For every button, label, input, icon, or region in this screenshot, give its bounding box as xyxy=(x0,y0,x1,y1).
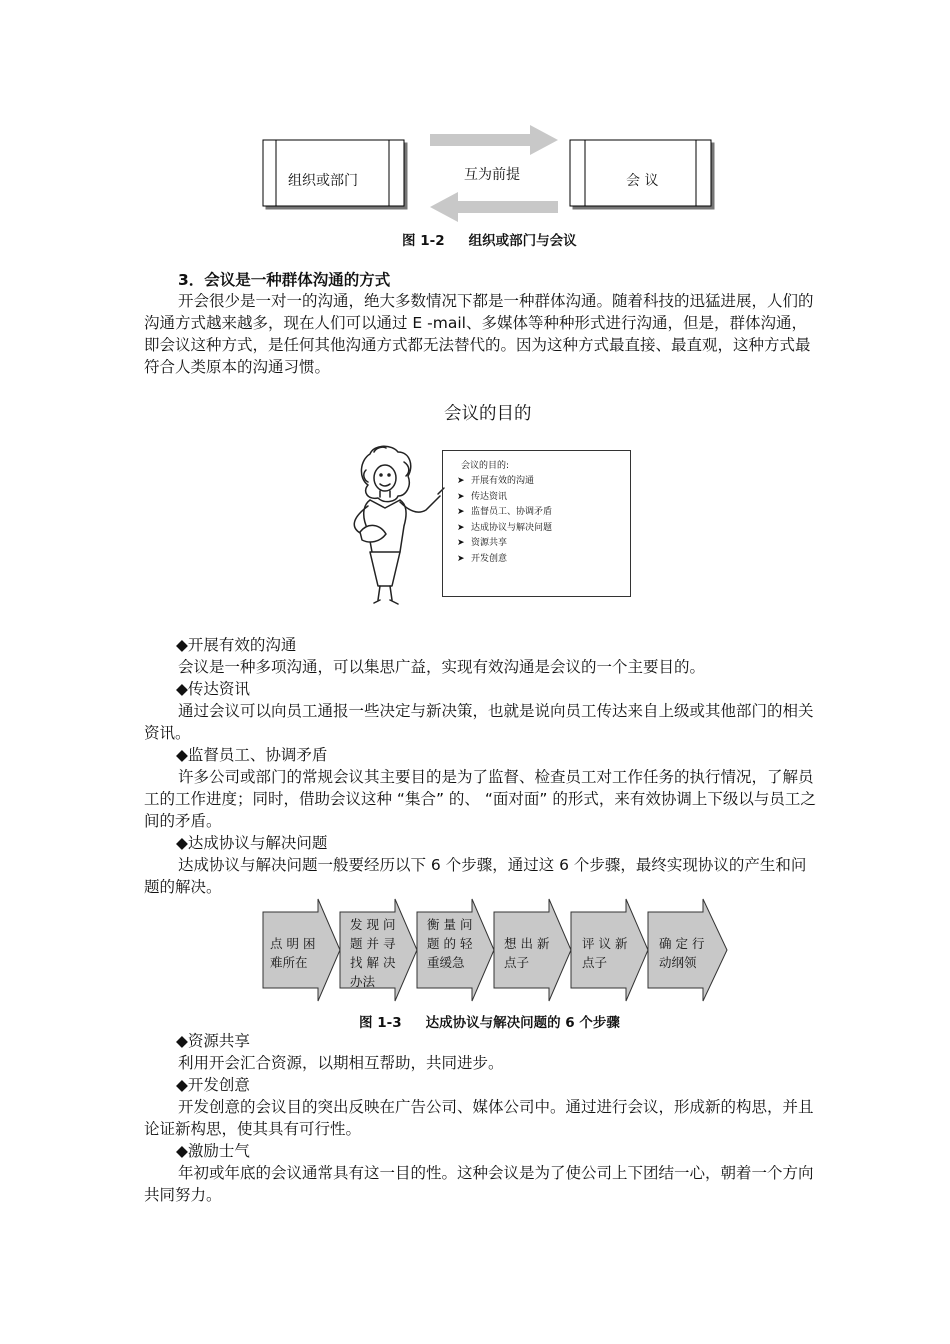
arrow-bullet-icon: ➤ xyxy=(457,538,465,548)
section-heading: 3．会议是一种群体沟通的方式 xyxy=(178,271,391,289)
intro-paragraph: 开会很少是一对一的沟通，绝大多数情况下都是一种群体沟通。随着科技的迅猛进展，人们的沟通方式越来越多，现在人们可以通过 E -mail、多媒体等种种形式进行沟通，但是，群体沟通，即会议这种方式，是任何其他沟通方式都无法替代的。因为这种方式最直接、最直观，这种方式最符合人类原本的沟通习惯。 xyxy=(144,292,814,376)
step-2-label: 发 现 问 题 并 寻 找 解 决 办法 xyxy=(350,917,396,989)
purpose-1-text: 会议是一种多项沟通，可以集思广益，实现有效沟通是会议的一个主要目的。 xyxy=(178,658,706,676)
arrow-left-icon xyxy=(430,192,558,222)
purpose-6-text: 开发创意的会议目的突出反映在广告公司、媒体公司中。通过进行会议，形成新的构思，并且论证新构思，使其具有可行性。 xyxy=(144,1098,814,1138)
slide-list-item: ➤ 开发创意 xyxy=(457,552,552,568)
step-6-label: 确 定 行 动纲领 xyxy=(659,936,705,970)
purpose-7-bullet: ◆激励士气 xyxy=(176,1142,250,1160)
left-box-label: 组织或部门 xyxy=(288,173,358,189)
arrow-bullet-icon: ➤ xyxy=(457,476,465,486)
purpose-2-text: 通过会议可以向员工通报一些决定与新决策，也就是说向员工传达来自上级或其他部门的相关资讯。 xyxy=(144,702,814,742)
step-3-label: 衡 量 问 题 的 轻 重缓急 xyxy=(427,917,473,970)
slide-title: 会议的目的 xyxy=(444,404,532,424)
purpose-3-bullet: ◆监督员工、协调矛盾 xyxy=(176,746,328,764)
caption-text: 达成协议与解决问题的 6 个步骤 xyxy=(425,1015,620,1031)
arrow-right-icon xyxy=(430,125,558,155)
step-1-label: 点 明 困 难所在 xyxy=(270,936,316,970)
figure-1-2-caption xyxy=(402,229,577,249)
purpose-5-text: 利用开会汇合资源，以期相互帮助，共同进步。 xyxy=(178,1054,504,1072)
steps-diagram xyxy=(262,896,732,1004)
purpose-4-bullet: ◆达成协议与解决问题 xyxy=(176,834,328,852)
purpose-4-text: 达成协议与解决问题一般要经历以下 6 个步骤，通过这 6 个步骤，最终实现协议的产生和问题的解决。 xyxy=(144,856,807,896)
figure-1-3-caption xyxy=(359,1011,620,1031)
caption-number: 图 1-3 xyxy=(359,1015,402,1031)
slide-list-item: ➤ 监督员工、协调矛盾 xyxy=(457,505,552,521)
figure-1-2 xyxy=(250,118,730,228)
presenter-figure xyxy=(340,440,450,610)
slide-panel xyxy=(442,450,631,597)
right-box-label: 会 议 xyxy=(626,173,659,189)
slide-list-item: ➤ 传达资讯 xyxy=(457,490,552,506)
step-4-label: 想 出 新 点子 xyxy=(504,936,550,970)
caption-number: 图 1-2 xyxy=(402,233,445,249)
arrow-bullet-icon: ➤ xyxy=(457,553,465,564)
purpose-6-bullet: ◆开发创意 xyxy=(176,1076,250,1094)
slide-list-item: ➤ 开展有效的沟通 xyxy=(457,474,552,490)
slide-panel-title: 会议的目的: xyxy=(461,461,510,471)
caption-text: 组织或部门与会议 xyxy=(468,233,577,249)
step-5-label: 评 议 新 点子 xyxy=(582,936,628,970)
slide-list-item: ➤ 资源共享 xyxy=(457,536,552,552)
purpose-5-bullet: ◆资源共享 xyxy=(176,1032,250,1050)
arrow-bullet-icon: ➤ xyxy=(457,507,465,517)
middle-label: 互为前提 xyxy=(464,167,520,183)
purpose-3-text: 许多公司或部门的常规会议其主要目的是为了监督、检查员工对工作任务的执行情况，了解员工的工作进度；同时，借助会议这种 “集合” 的、 “面对面” 的形式，来有效协调上下级以与员工之间的矛盾。 xyxy=(144,768,816,830)
purpose-1-bullet: ◆开展有效的沟通 xyxy=(176,636,297,654)
purpose-7-text: 年初或年底的会议通常具有这一目的性。这种会议是为了使公司上下团结一心，朝着一个方向共同努力。 xyxy=(144,1164,814,1204)
purpose-2-bullet: ◆传达资讯 xyxy=(176,680,250,698)
arrow-bullet-icon: ➤ xyxy=(457,522,465,533)
arrow-bullet-icon: ➤ xyxy=(457,491,465,502)
slide-list-item: ➤ 达成协议与解决问题 xyxy=(457,521,552,537)
slide-list xyxy=(457,474,552,567)
